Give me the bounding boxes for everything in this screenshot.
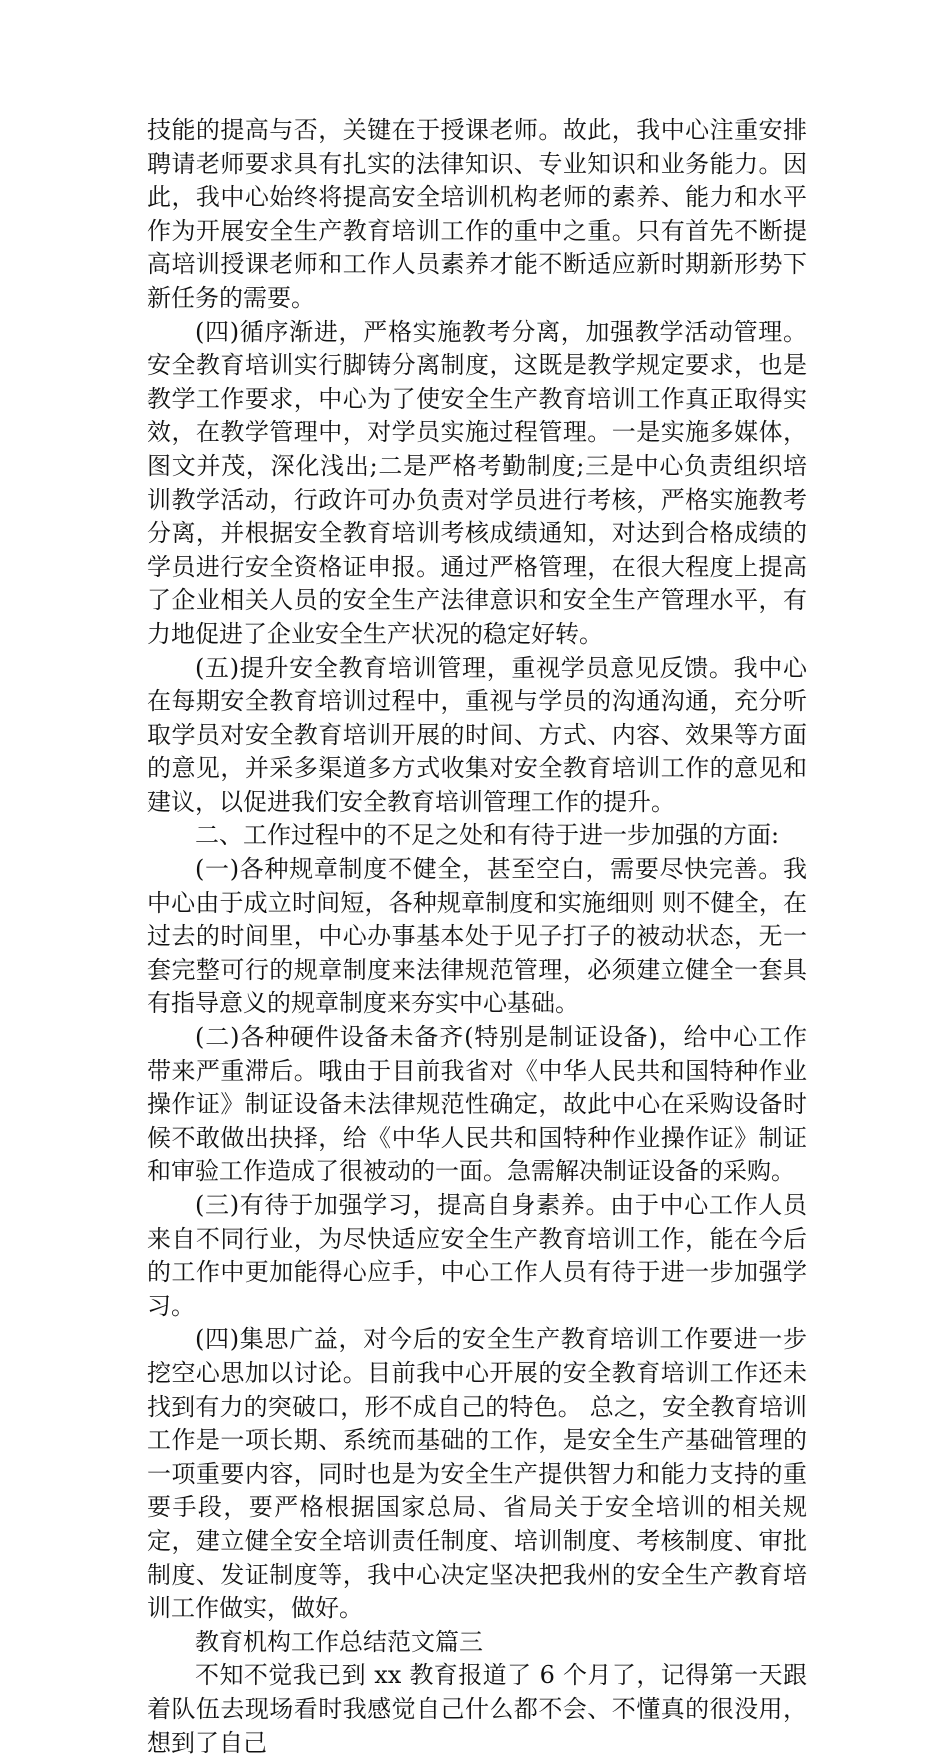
paragraph-three-learning: (三)有待于加强学习，提高自身素养。由于中心工作人员来自不同行业，为尽快适应安全生产教育培训工作，能在今后的工作中更加能得心应手，中心工作人员有待于进一步加强学习。 xyxy=(147,1191,807,1320)
paragraph-skills: 技能的提高与否，关键在于授课老师。故此，我中心注重安排聘请老师要求具有扎实的法律知识、专业知识和业务能力。因此，我中心始终将提高安全培训机构老师的素养、能力和水平作为开展安全生产教育培训工作的重中之重。只有首先不断提高培训授课老师和工作人员素养才能不断适应新时期新形势下新任务的需要。 xyxy=(147,116,807,312)
article-title-part-three: 教育机构工作总结范文篇三 xyxy=(195,1627,483,1656)
paragraph-five-feedback: (五)提升安全教育培训管理，重视学员意见反馈。我中心在每期安全教育培训过程中，重视与学员的沟通沟通，充分听取学员对安全教育培训开展的时间、方式、内容、效果等方面的意见，并采多渠道多方式收集对安全教育培训工作的意见和建议，以促进我们安全教育培训管理工作的提升。 xyxy=(147,653,807,816)
paragraph-one-regulations: (一)各种规章制度不健全，甚至空白，需要尽快完善。我中心由于成立时间短，各种规章制度和实施细则 则不健全，在过去的时间里，中心办事基本处于见子打子的被动状态，无一套完整可行的规章制度来法律规范管理，必须建立健全一套具有指导意义的规章制度来夯实中心基础。 xyxy=(147,855,807,1018)
paragraph-two-equipment: (二)各种硬件设备未备齐(特别是制证设备)，给中心工作带来严重滞后。哦由于目前我省对《中华人民共和国特种作业操作证》制证设备未法律规范性确定，故此中心在采购设备时候不敢做出抉择，给《中华人民共和国特种作业操作证》制证和审验工作造成了很被动的一面。急需解决制证设备的采购。 xyxy=(147,1023,807,1186)
section-heading-shortcomings: 二、工作过程中的不足之处和有待于进一步加强的方面: xyxy=(195,821,780,850)
document-body xyxy=(147,114,807,1760)
paragraph-four-discussion: (四)集思广益，对今后的安全生产教育培训工作要进一步挖空心思加以讨论。目前我中心开展的安全教育培训工作还未找到有力的突破口，形不成自己的特色。 总之，安全教育培训工作是一项长期、系统而基础的工作，是安全生产基础管理的一项重要内容，同时也是为安全生产提供智力和能力支持的重要手段，要严格根据国家总局、省局关于安全培训的相关规定，建立健全安全培训责任制度、培训制度、考核制度、审批制度、发证制度等，我中心决定坚决把我州的安全生产教育培训工作做实，做好。 xyxy=(147,1325,807,1623)
paragraph-part-three-intro: 不知不觉我已到 xx 教育报道了 6 个月了，记得第一天跟着队伍去现场看时我感觉自己什么都不会、不懂真的很没用，想到了自己 xyxy=(147,1661,807,1757)
paragraph-four-exam-separation: (四)循序渐进，严格实施教考分离，加强教学活动管理。安全教育培训实行脚铸分离制度，这既是教学规定要求，也是教学工作要求，中心为了使安全生产教育培训工作真正取得实效，在教学管理中，对学员实施过程管理。一是实施多媒体，图文并茂，深化浅出;二是严格考勤制度;三是中心负责组织培训教学活动，行政许可办负责对学员进行考核，严格实施教考分离，并根据安全教育培训考核成绩通知，对达到合格成绩的学员进行安全资格证申报。通过严格管理，在很大程度上提高了企业相关人员的安全生产法律意识和安全生产管理水平，有力地促进了企业安全生产状况的稳定好转。 xyxy=(147,317,807,648)
